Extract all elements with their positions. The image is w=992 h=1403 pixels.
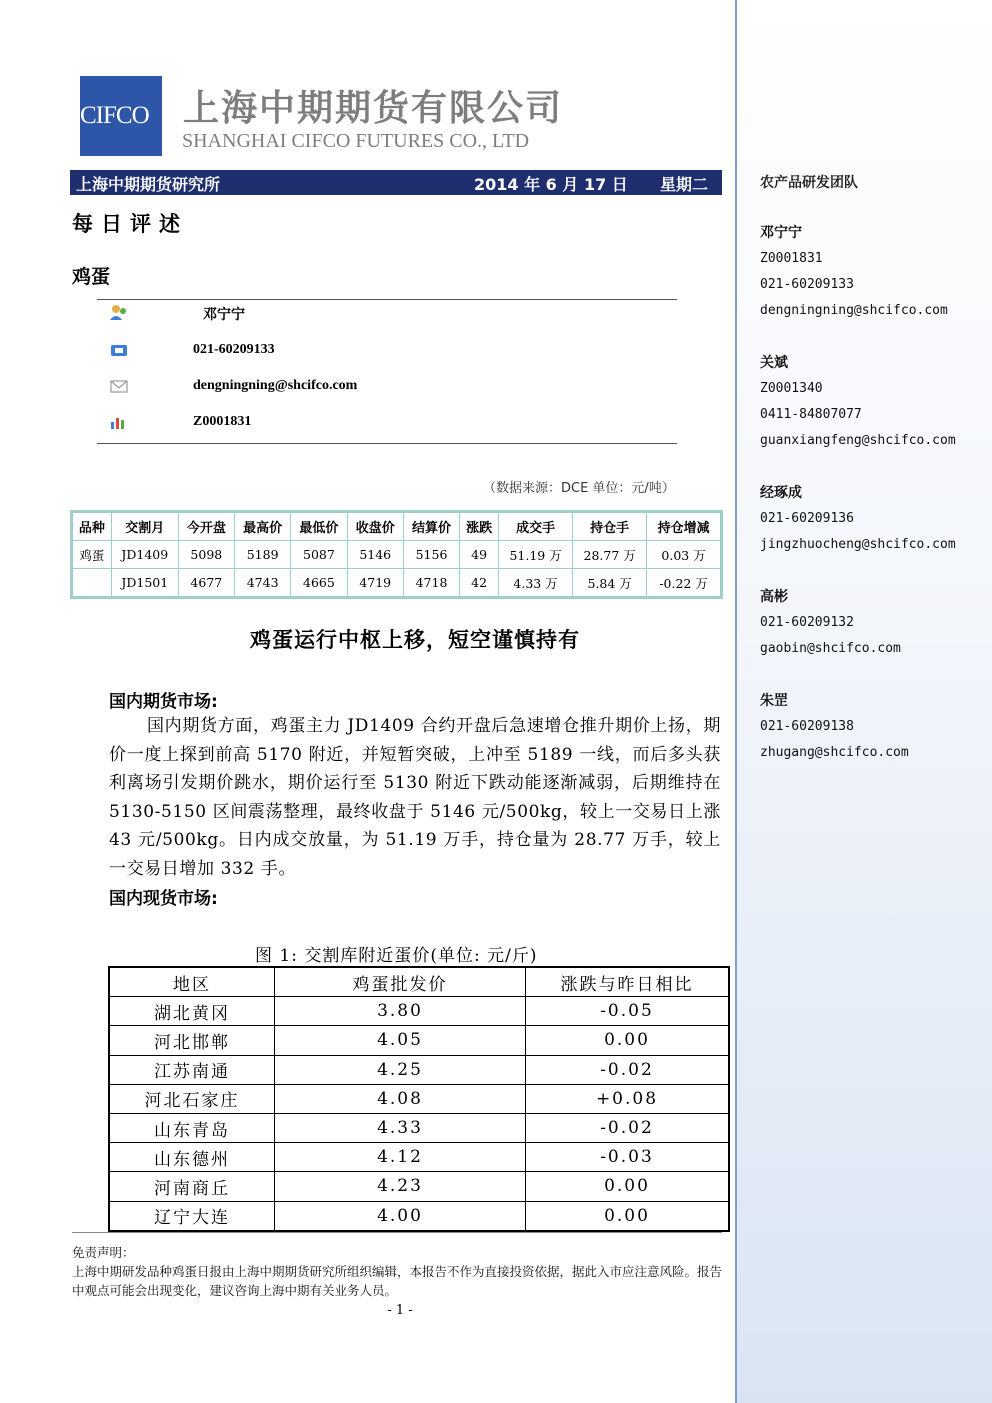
price-cell: 4.08 [275, 1084, 526, 1113]
futures-paragraph: 国内期货方面，鸡蛋主力 JD1409 合约开盘后急速增仓推升期价上扬，期价一度上探到前高 5170 附近，并短暂突破，上冲至 5189 一线，而后多头获利离场引发期价跳水，期价运行至 5130 附近下跌动能逐渐减弱，后期维持在 5130-5150 区间震荡整理，最终收盘于 5146 元/500kg，较上一交易日上涨 43 元/500kg。日内成交放量，为 51.19 万手，持仓量为 28.77 万手，较上一交易日增加 332 手。 [109, 716, 721, 879]
table-row [73, 541, 721, 569]
column-header: 鸡蛋批发价 [275, 968, 526, 997]
price-cell: 4.12 [275, 1143, 526, 1172]
member-line: Z0001340 [760, 381, 823, 396]
change-cell: 0.00 [526, 1026, 729, 1055]
member-line: 021-60209136 [760, 511, 854, 526]
product-title: 鸡蛋 [72, 266, 111, 288]
futures-market-table [70, 510, 723, 599]
header-org: 上海中期期货研究所 [76, 175, 221, 194]
change-cell: -0.03 [526, 1143, 729, 1172]
header-weekday: 星期二 [660, 175, 709, 194]
table-cell: JD1501 [111, 569, 178, 597]
member-name: 经琢成 [760, 485, 802, 501]
column-header: 涨跌与昨日相比 [526, 968, 729, 997]
table-cell: 4719 [347, 569, 403, 597]
price-cell: 4.05 [275, 1026, 526, 1055]
table-row [110, 1026, 729, 1055]
table-row [110, 1055, 729, 1084]
column-header: 收盘价 [347, 513, 403, 541]
company-name-cn: 上海中期期货有限公司 [183, 88, 564, 129]
change-cell: -0.05 [526, 997, 729, 1026]
table-row [110, 1201, 729, 1230]
analyst-sidebar [735, 0, 992, 1403]
table-row [110, 1113, 729, 1142]
column-header: 品种 [73, 513, 112, 541]
column-header: 最高价 [234, 513, 290, 541]
contact-email[interactable]: dengningning@shcifco.com [193, 378, 358, 393]
data-source-note: （数据来源：DCE 单位：元/吨） [483, 481, 675, 496]
region-cell: 辽宁大连 [110, 1201, 275, 1230]
person-icon [109, 304, 129, 320]
table-cell: 4743 [234, 569, 290, 597]
contact-name: 邓宁宁 [203, 308, 245, 323]
price-cell: 4.33 [275, 1113, 526, 1142]
member-name: 邓宁宁 [760, 225, 802, 241]
figure-caption: 图 1: 交割库附近蛋价(单位: 元/斤) [255, 946, 538, 966]
report-header-bar [70, 170, 722, 195]
change-cell: 0.00 [526, 1172, 729, 1201]
table-row [110, 1172, 729, 1201]
region-cell: 河南商丘 [110, 1172, 275, 1201]
price-cell: 4.25 [275, 1055, 526, 1084]
sidebar-member [760, 350, 956, 454]
contact-license: Z0001831 [193, 414, 252, 429]
table-row [110, 1084, 729, 1113]
disclaimer [72, 1232, 722, 1300]
table-cell: 鸡蛋 [73, 541, 112, 569]
member-name: 朱罡 [760, 693, 788, 709]
disclaimer-title: 免责声明： [72, 1245, 135, 1260]
region-cell: 河北邯郸 [110, 1026, 275, 1055]
member-line: 021-60209133 [760, 277, 854, 292]
member-name: 关斌 [760, 355, 788, 371]
table-cell: 5156 [403, 541, 459, 569]
table-row [73, 569, 721, 597]
table-cell: 49 [460, 541, 499, 569]
column-header: 今开盘 [178, 513, 234, 541]
change-cell: +0.08 [526, 1084, 729, 1113]
member-line: 021-60209138 [760, 719, 854, 734]
table-cell: 5098 [178, 541, 234, 569]
article-title: 鸡蛋运行中枢上移，短空谨慎持有 [250, 627, 580, 652]
table-cell: 5189 [234, 541, 290, 569]
region-cell: 山东德州 [110, 1143, 275, 1172]
member-name: 高彬 [760, 589, 788, 605]
member-line: Z0001831 [760, 251, 823, 266]
table-cell: 42 [460, 569, 499, 597]
phone-icon [109, 342, 129, 358]
contact-phone: 021-60209133 [193, 342, 275, 357]
change-cell: -0.02 [526, 1055, 729, 1084]
table-cell: 4665 [291, 569, 347, 597]
table-cell: 51.19 万 [499, 541, 573, 569]
region-cell: 江苏南通 [110, 1055, 275, 1084]
member-email[interactable]: gaobin@shcifco.com [760, 641, 901, 656]
table-cell [73, 569, 112, 597]
member-email[interactable]: guanxiangfeng@shcifco.com [760, 433, 956, 448]
price-cell: 4.23 [275, 1172, 526, 1201]
column-header: 成交手 [499, 513, 573, 541]
logo-mark-text: CIFCO [80, 102, 149, 129]
table-cell: 5087 [291, 541, 347, 569]
table-row [110, 1143, 729, 1172]
column-header: 地区 [110, 968, 275, 997]
table-cell: 4718 [403, 569, 459, 597]
table-row [110, 997, 729, 1026]
futures-heading: 国内期货市场: [109, 692, 218, 712]
table-cell: 4.33 万 [499, 569, 573, 597]
column-header: 最低价 [291, 513, 347, 541]
table-cell: 28.77 万 [573, 541, 647, 569]
change-cell: 0.00 [526, 1201, 729, 1230]
sidebar-member [760, 688, 909, 766]
member-line: 0411-84807077 [760, 407, 862, 422]
region-cell: 河北石家庄 [110, 1084, 275, 1113]
column-header: 结算价 [403, 513, 459, 541]
sidebar-team-title: 农产品研发团队 [760, 175, 858, 191]
header-date: 2014 年 6 月 17 日 [474, 175, 628, 194]
member-email[interactable]: zhugang@shcifco.com [760, 745, 909, 760]
price-cell: 4.00 [275, 1201, 526, 1230]
column-header: 持仓手 [573, 513, 647, 541]
table-cell: -0.22 万 [647, 569, 721, 597]
column-header: 交割月 [111, 513, 178, 541]
egg-price-table [108, 966, 730, 1232]
section-title: 每日评述 [72, 212, 188, 236]
region-cell: 湖北黄冈 [110, 997, 275, 1026]
member-email[interactable]: dengningning@shcifco.com [760, 303, 948, 318]
table-cell: JD1409 [111, 541, 178, 569]
table-header-row [110, 968, 729, 997]
table-header-row [73, 513, 721, 541]
spot-heading: 国内现货市场: [109, 889, 218, 909]
chart-icon [109, 414, 129, 430]
column-header: 涨跌 [460, 513, 499, 541]
region-cell: 山东青岛 [110, 1113, 275, 1142]
sidebar-member [760, 220, 948, 324]
table-cell: 0.03 万 [647, 541, 721, 569]
column-header: 持仓增减 [647, 513, 721, 541]
disclaimer-text: 上海中期研发品种鸡蛋日报由上海中期期货研究所组织编辑，本报告不作为直接投资依据，据此入市应注意风险。报告中观点可能会出现变化，建议咨询上海中期有关业务人员。 [72, 1264, 723, 1298]
table-cell: 4677 [178, 569, 234, 597]
page-number: - 1 - [387, 1303, 413, 1318]
company-name-en: SHANGHAI CIFCO FUTURES CO., LTD [182, 130, 530, 152]
member-email[interactable]: jingzhuocheng@shcifco.com [760, 537, 956, 552]
table-cell: 5146 [347, 541, 403, 569]
change-cell: -0.02 [526, 1113, 729, 1142]
price-cell: 3.80 [275, 997, 526, 1026]
contact-box [97, 299, 677, 444]
sidebar-member [760, 480, 956, 558]
table-cell: 5.84 万 [573, 569, 647, 597]
mail-icon [109, 378, 129, 394]
member-line: 021-60209132 [760, 615, 854, 630]
